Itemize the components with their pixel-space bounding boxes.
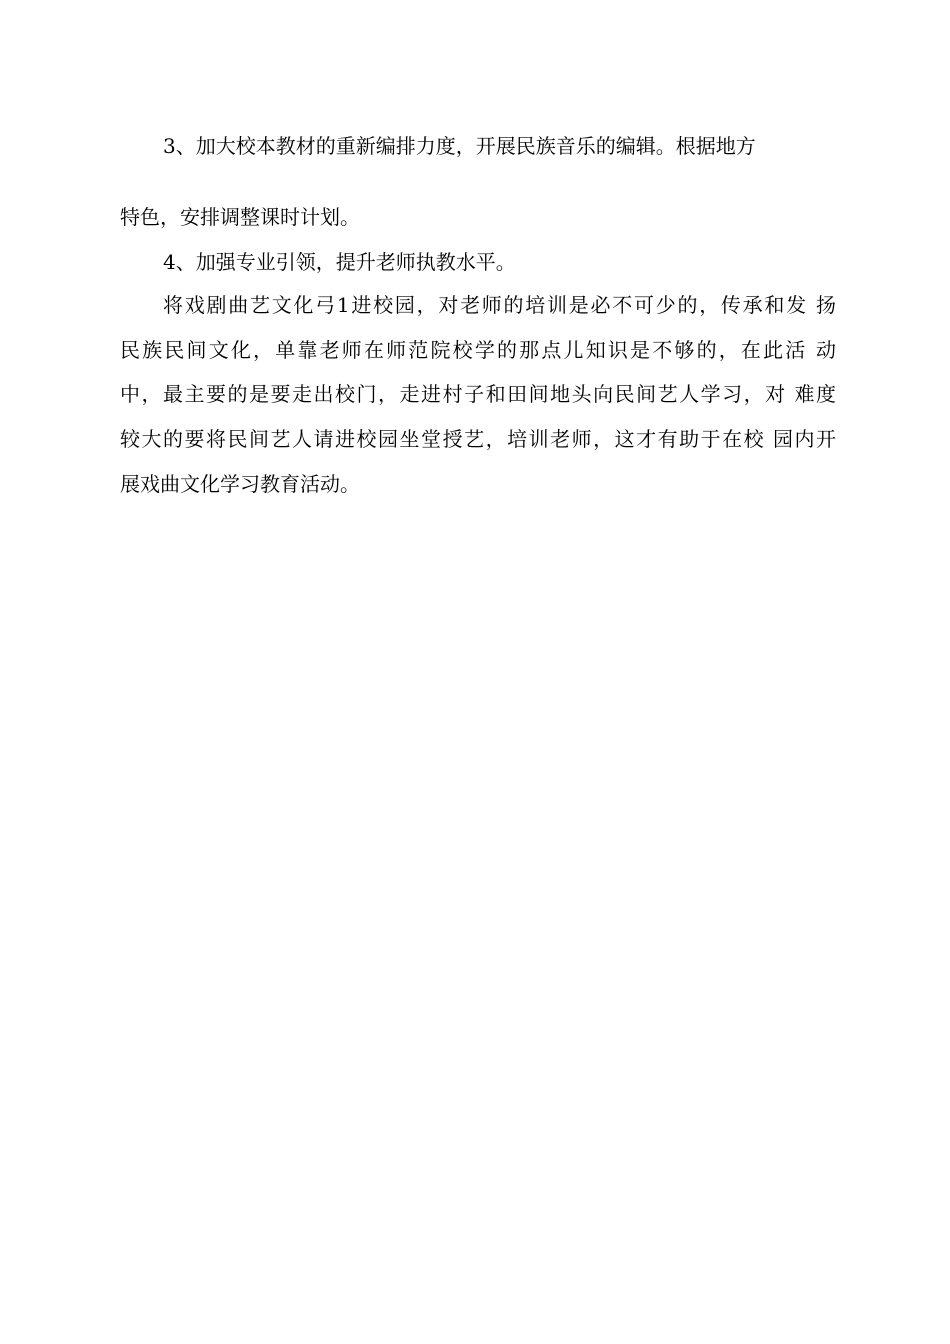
body-line-5: 展戏曲文化学习教育活动。 [120,472,360,496]
item-3-line-2: 特色，安排调整课时计划。 [120,205,360,229]
body-line-1: 将戏剧曲艺文化弓1进校园，对老师的培训是必不可少的，传承和发 扬 [163,293,836,317]
body-line-2: 民族民间文化，单靠老师在师范院校学的那点儿知识是不够的，在此活 动 [120,338,836,362]
item-3-line-1: 3、加大校本教材的重新编排力度，开展民族音乐的编辑。根据地方 [163,134,756,158]
item-4-line-1: 4、加强专业引领，提升老师执教水平。 [163,250,516,274]
body-line-3: 中，最主要的是要走出校门，走进村子和田间地头向民间艺人学习，对 难度 [120,382,836,406]
body-line-4: 较大的要将民间艺人请进校园坐堂授艺，培训老师，这才有助于在校 园内开 [120,427,836,451]
